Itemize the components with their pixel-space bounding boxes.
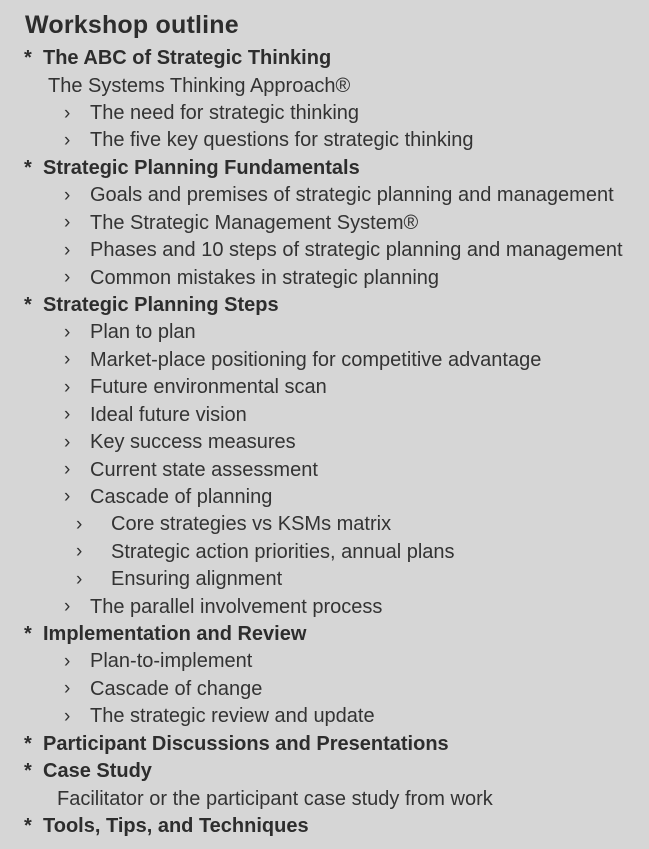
chevron-bullet: ›: [64, 239, 71, 261]
chevron-bullet: ›: [64, 102, 71, 124]
outline-item: [0, 511, 649, 538]
chevron-bullet: ›: [64, 376, 71, 398]
outline-item: [0, 264, 649, 291]
outline-item: [0, 456, 649, 483]
chevron-bullet: ›: [64, 321, 71, 343]
outline-item-text: Core strategies vs KSMs matrix: [111, 513, 392, 536]
outline-item: [0, 347, 649, 374]
chevron-bullet: ›: [64, 184, 71, 206]
outline-item: [0, 648, 649, 675]
outline-item: [0, 785, 649, 812]
asterisk-bullet: *: [24, 732, 32, 755]
outline-item-text: Common mistakes in strategic planning: [90, 266, 440, 289]
outline-item-text: Strategic action priorities, annual plans: [111, 540, 455, 563]
outline-item: [0, 319, 649, 346]
outline-item: [0, 593, 649, 620]
outline-item-text: Key success measures: [90, 431, 296, 454]
asterisk-bullet: *: [24, 156, 32, 179]
outline-item: [0, 484, 649, 511]
outline-item-text: The Systems Thinking Approach®: [48, 74, 351, 97]
outline-item-text: Strategic Planning Steps: [43, 294, 279, 316]
outline-item-text: Market-place positioning for competitive advantage: [90, 348, 542, 371]
outline-item: [0, 237, 649, 264]
outline-item: [0, 374, 649, 401]
outline-item-text: Phases and 10 steps of strategic planning and management: [90, 239, 623, 262]
outline-item-text: The five key questions for strategic thinking: [90, 129, 474, 152]
chevron-bullet: ›: [64, 349, 71, 371]
page-title: Workshop outline: [25, 11, 239, 39]
outline-item-text: The ABC of Strategic Thinking: [43, 47, 332, 70]
outline-item-text: Participant Discussions and Presentations: [43, 732, 449, 755]
chevron-bullet: ›: [64, 404, 71, 426]
outline-item: [0, 292, 649, 319]
chevron-bullet: ›: [64, 705, 71, 727]
asterisk-bullet: *: [24, 760, 32, 783]
outline-item-text: Cascade of change: [90, 677, 263, 700]
chevron-bullet: ›: [64, 486, 71, 508]
chevron-bullet: ›: [64, 596, 71, 618]
chevron-bullet: ›: [64, 650, 71, 672]
chevron-bullet: ›: [64, 129, 71, 151]
outline-item-text: Cascade of planning: [90, 485, 273, 508]
outline-item: [0, 210, 649, 237]
outline-item: [0, 401, 649, 428]
outline-item: [0, 621, 649, 648]
outline-item-text: The need for strategic thinking: [90, 102, 360, 125]
chevron-bullet: ›: [64, 431, 71, 453]
outline-item-text: The strategic review and update: [90, 705, 375, 728]
outline-item: [0, 703, 649, 730]
outline-item-text: Ensuring alignment: [111, 568, 283, 591]
asterisk-bullet: *: [24, 623, 32, 646]
chevron-bullet: ›: [76, 568, 83, 590]
outline-item: [0, 429, 649, 456]
chevron-bullet: ›: [64, 267, 71, 289]
outline-item: [0, 155, 649, 182]
outline-item-text: Tools, Tips, and Techniques: [43, 815, 309, 838]
outline-item-text: Plan to plan: [90, 321, 196, 344]
chevron-bullet: ›: [76, 541, 83, 563]
chevron-bullet: ›: [64, 678, 71, 700]
outline-item-text: Facilitator or the participant case study from work: [57, 787, 493, 810]
chevron-bullet: ›: [64, 212, 71, 234]
outline-list: [0, 45, 649, 840]
outline-item: [0, 758, 649, 785]
outline-item-text: Plan-to-implement: [90, 650, 253, 673]
outline-item: [0, 72, 649, 99]
outline-item-text: Future environmental scan: [90, 376, 327, 399]
outline-item-text: Strategic Planning Fundamentals: [43, 156, 360, 179]
outline-item: [0, 676, 649, 703]
asterisk-bullet: *: [24, 815, 32, 838]
outline-item: [0, 182, 649, 209]
asterisk-bullet: *: [24, 294, 32, 316]
outline-item: [0, 566, 649, 593]
chevron-bullet: ›: [64, 459, 71, 481]
outline-item: [0, 100, 649, 127]
outline-item-text: Goals and premises of strategic planning and management: [90, 184, 614, 207]
outline-item: [0, 45, 649, 72]
outline-item: [0, 127, 649, 154]
outline-item-text: Implementation and Review: [43, 623, 307, 646]
outline-item-text: The Strategic Management System®: [90, 211, 419, 234]
outline-item: [0, 731, 649, 758]
outline-item-text: Current state assessment: [90, 458, 318, 481]
asterisk-bullet: *: [24, 47, 32, 70]
chevron-bullet: ›: [76, 513, 83, 535]
outline-item-text: Ideal future vision: [90, 403, 247, 426]
outline-item-text: Case Study: [43, 760, 152, 783]
outline-item: [0, 813, 649, 840]
outline-item: [0, 539, 649, 566]
outline-item-text: The parallel involvement process: [90, 595, 383, 618]
